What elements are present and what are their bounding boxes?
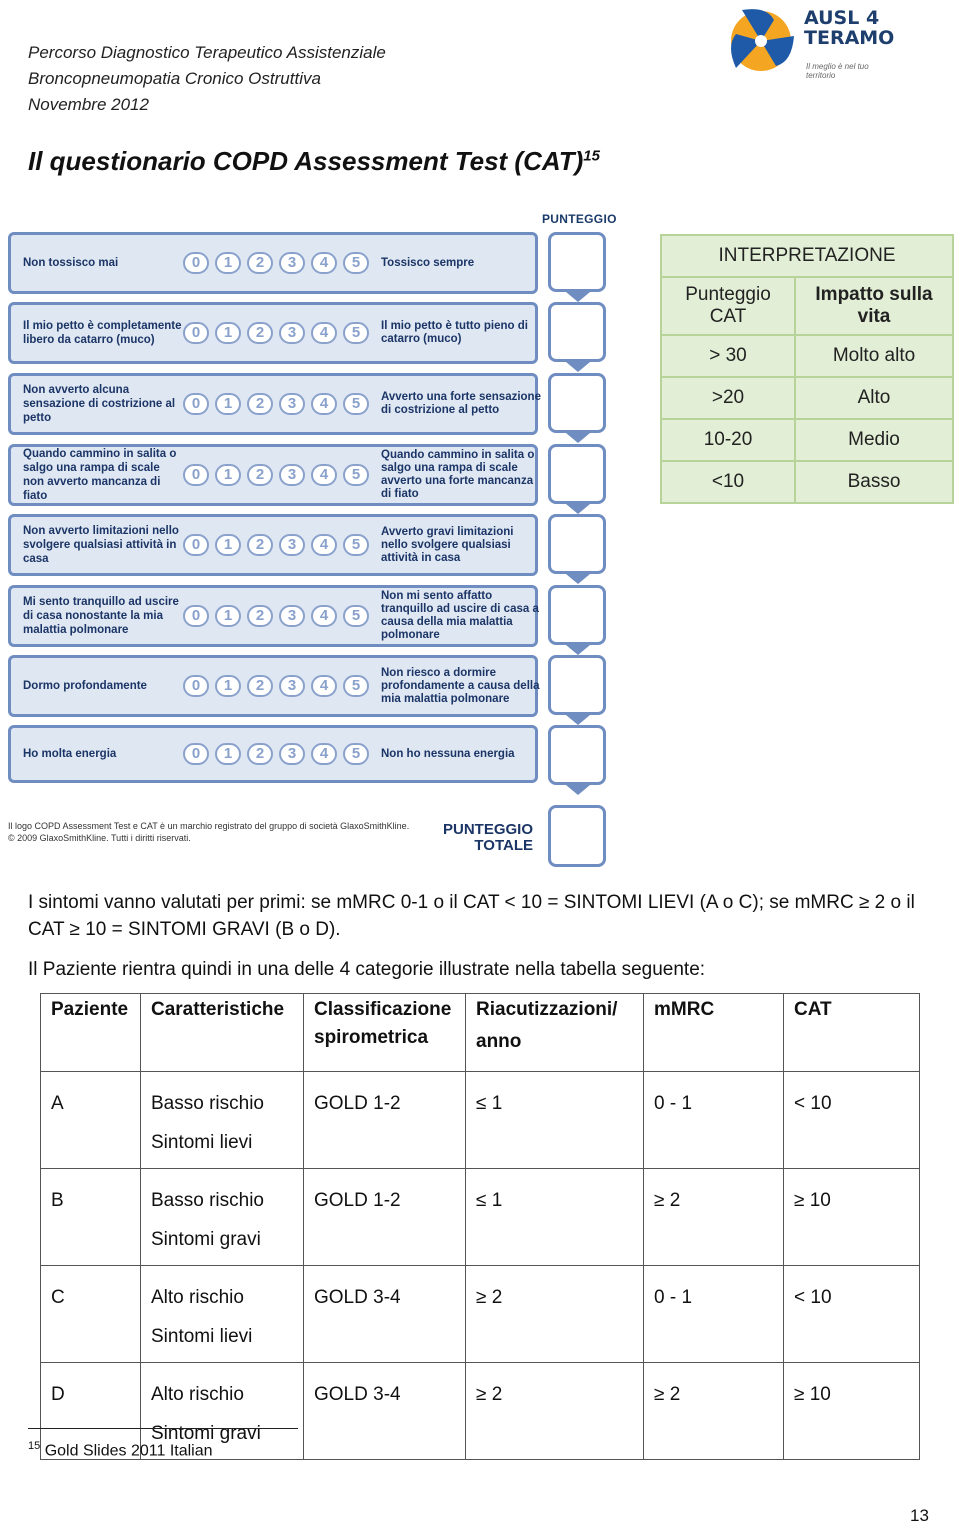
cat-score-option[interactable]: 1 <box>215 322 241 344</box>
row-cat: ≥ 10 <box>784 1169 920 1266</box>
total-score-box[interactable] <box>548 805 606 867</box>
row-gold: GOLD 3-4 <box>304 1363 466 1460</box>
punteggio-label: PUNTEGGIO <box>542 212 617 226</box>
cat-score-option[interactable]: 2 <box>247 393 273 415</box>
row-cat: < 10 <box>784 1266 920 1363</box>
logo-name: AUSL 4 TERAMO <box>804 7 895 49</box>
interp-score: >20 <box>661 377 795 419</box>
cat-score-option[interactable]: 4 <box>311 743 337 765</box>
cat-question-row <box>8 302 538 364</box>
cat-score-option[interactable]: 3 <box>279 675 305 697</box>
cat-left-statement: Non avverto limitazioni nello svolgere qualsiasi attività in casa <box>23 525 179 565</box>
page-number: 13 <box>910 1506 929 1525</box>
row-riacutizzazioni: ≤ 1 <box>466 1169 644 1266</box>
interp-impact: Medio <box>795 419 953 461</box>
cat-score-option[interactable]: 5 <box>343 743 369 765</box>
row-riacutizzazioni: ≤ 1 <box>466 1072 644 1169</box>
row-cat: ≥ 10 <box>784 1363 920 1460</box>
col-impact-header: Impatto sulla vita <box>795 277 953 335</box>
down-arrow-icon <box>566 645 590 655</box>
cat-score-box[interactable] <box>548 514 606 574</box>
footnote: $^{15}$ Gold Slides 2011 Italian <box>28 1440 213 1460</box>
cat-left-statement: Ho molta energia <box>23 748 117 760</box>
cat-score-option[interactable]: 3 <box>279 605 305 627</box>
cat-left-statement: Dormo profondamente <box>23 680 147 692</box>
header-classificazione: Classificazione spirometrica <box>304 994 466 1072</box>
cat-left-statement: Quando cammino in salita o salgo una rampa di scale non avverto mancanza di fiato <box>23 448 177 502</box>
cat-score-option[interactable]: 3 <box>279 743 305 765</box>
row-caratteristiche: Basso rischio Sintomi gravi <box>141 1169 304 1266</box>
cat-score-option[interactable]: 4 <box>311 464 337 486</box>
total-score-label: PUNTEGGIO TOTALE <box>443 821 534 854</box>
header-caratteristiche: Caratteristiche <box>141 994 304 1072</box>
interpretation-title: INTERPRETAZIONE <box>661 235 953 277</box>
cat-scale <box>183 393 369 415</box>
cat-score-option[interactable]: 3 <box>279 464 305 486</box>
cat-score-option[interactable]: 2 <box>247 743 273 765</box>
cat-score-option[interactable]: 1 <box>215 393 241 415</box>
interp-impact: Basso <box>795 461 953 503</box>
cat-score-option[interactable]: 2 <box>247 464 273 486</box>
propeller-logo-icon <box>722 2 800 80</box>
row-gold: GOLD 1-2 <box>304 1072 466 1169</box>
down-arrow-icon <box>566 504 590 514</box>
row-caratteristiche: Basso rischio Sintomi lievi <box>141 1072 304 1169</box>
cat-left-statement: Il mio petto è completamente libero da catarro (muco) <box>23 320 182 346</box>
header-line-2: Broncopneumopatia Cronico Ostruttiva <box>28 69 321 88</box>
cat-score-option[interactable]: 2 <box>247 534 273 556</box>
cat-score-option[interactable]: 1 <box>215 675 241 697</box>
row-cat: < 10 <box>784 1072 920 1169</box>
footnote-divider <box>28 1428 298 1429</box>
row-mmrc: ≥ 2 <box>644 1169 784 1266</box>
row-paziente: D <box>41 1363 141 1460</box>
cat-score-box[interactable] <box>548 373 606 433</box>
cat-question-row <box>8 585 538 647</box>
cat-score-option[interactable]: 2 <box>247 252 273 274</box>
cat-score-option[interactable]: 0 <box>183 675 209 697</box>
page-title: Il questionario COPD Assessment Test (CAT)$^{15}$ <box>28 146 600 176</box>
cat-score-option[interactable]: 0 <box>183 252 209 274</box>
cat-score-option[interactable]: 0 <box>183 534 209 556</box>
row-riacutizzazioni: ≥ 2 <box>466 1363 644 1460</box>
cat-left-statement: Non tossisco mai <box>23 257 119 269</box>
cat-score-option[interactable]: 1 <box>215 252 241 274</box>
classification-table <box>40 993 920 1460</box>
cat-score-option[interactable]: 3 <box>279 534 305 556</box>
cat-score-option[interactable]: 2 <box>247 322 273 344</box>
cat-right-statement: Quando cammino in salita o salgo una rampa di scale avverto una forte mancanza di fiato <box>381 449 535 500</box>
header-paziente: Paziente <box>41 994 141 1072</box>
down-arrow-icon <box>566 292 590 302</box>
cat-score-option[interactable]: 5 <box>343 675 369 697</box>
cat-score-option[interactable]: 0 <box>183 743 209 765</box>
cat-scale <box>183 322 369 344</box>
interp-impact: Alto <box>795 377 953 419</box>
cat-score-option[interactable]: 4 <box>311 322 337 344</box>
cat-score-option[interactable]: 4 <box>311 252 337 274</box>
cat-score-box[interactable] <box>548 302 606 362</box>
cat-score-box[interactable] <box>548 444 606 504</box>
cat-score-option[interactable]: 3 <box>279 393 305 415</box>
row-caratteristiche: Alto rischio Sintomi gravi <box>141 1363 304 1460</box>
down-arrow-icon <box>566 362 590 372</box>
down-arrow-icon <box>566 574 590 584</box>
cat-scale <box>183 252 369 274</box>
cat-score-option[interactable]: 0 <box>183 393 209 415</box>
cat-score-option[interactable]: 1 <box>215 605 241 627</box>
down-arrow-icon <box>566 715 590 725</box>
header-line-1: Percorso Diagnostico Terapeutico Assistenziale <box>28 43 386 62</box>
cat-score-option[interactable]: 5 <box>343 464 369 486</box>
cat-question-row <box>8 725 538 783</box>
symptoms-paragraph: I sintomi vanno valutati per primi: se mMRC 0-1 o il CAT < 10 = SINTOMI LIEVI (A o C); se mMRC ≥ 2 o il CAT ≥ 10 = SINTOMI GRAVI (B o D). <box>28 892 915 940</box>
row-paziente: C <box>41 1266 141 1363</box>
row-paziente: B <box>41 1169 141 1266</box>
cat-score-option[interactable]: 0 <box>183 322 209 344</box>
interp-score: > 30 <box>661 335 795 377</box>
cat-score-option[interactable]: 5 <box>343 534 369 556</box>
row-gold: GOLD 3-4 <box>304 1266 466 1363</box>
cat-right-statement: Avverto una forte sensazione di costrizione al petto <box>381 391 541 416</box>
cat-right-statement: Non riesco a dormire profondamente a causa della mia malattia polmonare <box>381 666 540 705</box>
cat-score-option[interactable]: 5 <box>343 393 369 415</box>
cat-score-option[interactable]: 3 <box>279 322 305 344</box>
cat-score-option[interactable]: 1 <box>215 534 241 556</box>
cat-scale <box>183 464 369 486</box>
cat-score-option[interactable]: 4 <box>311 675 337 697</box>
cat-question-row <box>8 514 538 576</box>
row-gold: GOLD 1-2 <box>304 1169 466 1266</box>
row-mmrc: 0 - 1 <box>644 1266 784 1363</box>
cat-score-box[interactable] <box>548 232 606 292</box>
header-line-3: Novembre 2012 <box>28 95 149 114</box>
interp-score: 10-20 <box>661 419 795 461</box>
cat-score-option[interactable]: 2 <box>247 605 273 627</box>
cat-score-option[interactable]: 4 <box>311 393 337 415</box>
interp-score: <10 <box>661 461 795 503</box>
interpretation-table <box>660 234 954 504</box>
cat-copyright: Il logo COPD Assessment Test e CAT è un marchio registrato del gruppo di società GlaxoSmithKline. © 2009 GlaxoSmithKline. Tutti i diritti riservati. <box>8 821 410 843</box>
categories-intro: Il Paziente rientra quindi in una delle 4 categorie illustrate nella tabella seguente: <box>28 959 706 980</box>
cat-scale <box>183 605 369 627</box>
cat-question-row <box>8 655 538 717</box>
row-mmrc: ≥ 2 <box>644 1363 784 1460</box>
cat-score-box[interactable] <box>548 655 606 715</box>
cat-right-statement: Il mio petto è tutto pieno di catarro (muco) <box>381 320 528 345</box>
interp-impact: Molto alto <box>795 335 953 377</box>
cat-score-option[interactable]: 0 <box>183 464 209 486</box>
cat-score-box[interactable] <box>548 585 606 645</box>
cat-question-row <box>8 232 538 294</box>
down-arrow-icon <box>566 433 590 443</box>
cat-score-option[interactable]: 3 <box>279 252 305 274</box>
cat-scale <box>183 534 369 556</box>
cat-score-option[interactable]: 4 <box>311 534 337 556</box>
cat-score-box[interactable] <box>548 725 606 785</box>
cat-score-option[interactable]: 5 <box>343 252 369 274</box>
cat-score-option[interactable]: 2 <box>247 675 273 697</box>
cat-score-option[interactable]: 4 <box>311 605 337 627</box>
header-mmrc: mMRC <box>644 994 784 1072</box>
row-mmrc: 0 - 1 <box>644 1072 784 1169</box>
cat-scale <box>183 743 369 765</box>
cat-scale <box>183 675 369 697</box>
row-riacutizzazioni: ≥ 2 <box>466 1266 644 1363</box>
logo-tagline: Il meglio è nel tuo territorio <box>806 62 869 80</box>
cat-question-row <box>8 373 541 435</box>
cat-left-statement: Mi sento tranquillo ad uscire di casa nonostante la mia malattia polmonare <box>23 596 179 636</box>
cat-score-option[interactable]: 1 <box>215 743 241 765</box>
cat-score-option[interactable]: 0 <box>183 605 209 627</box>
cat-question-row <box>8 444 538 506</box>
col-score-header: Punteggio CAT <box>661 277 795 335</box>
header-cat: CAT <box>784 994 920 1072</box>
down-arrow-icon <box>566 785 590 795</box>
cat-right-statement: Tossisco sempre <box>381 256 475 269</box>
cat-right-statement: Avverto gravi limitazioni nello svolgere qualsiasi attività in casa <box>381 525 514 564</box>
cat-right-statement: Non mi sento affatto tranquillo ad uscire di casa a causa della mia malattia polmonare <box>381 590 539 641</box>
row-paziente: A <box>41 1072 141 1169</box>
header-riacutizzazioni: Riacutizzazioni/ anno <box>466 994 644 1072</box>
cat-score-option[interactable]: 5 <box>343 605 369 627</box>
cat-right-statement: Non ho nessuna energia <box>381 747 515 760</box>
cat-left-statement: Non avverto alcuna sensazione di costrizione al petto <box>23 384 176 424</box>
cat-score-option[interactable]: 5 <box>343 322 369 344</box>
row-caratteristiche: Alto rischio Sintomi lievi <box>141 1266 304 1363</box>
ausl-logo <box>722 2 895 80</box>
cat-score-option[interactable]: 1 <box>215 464 241 486</box>
